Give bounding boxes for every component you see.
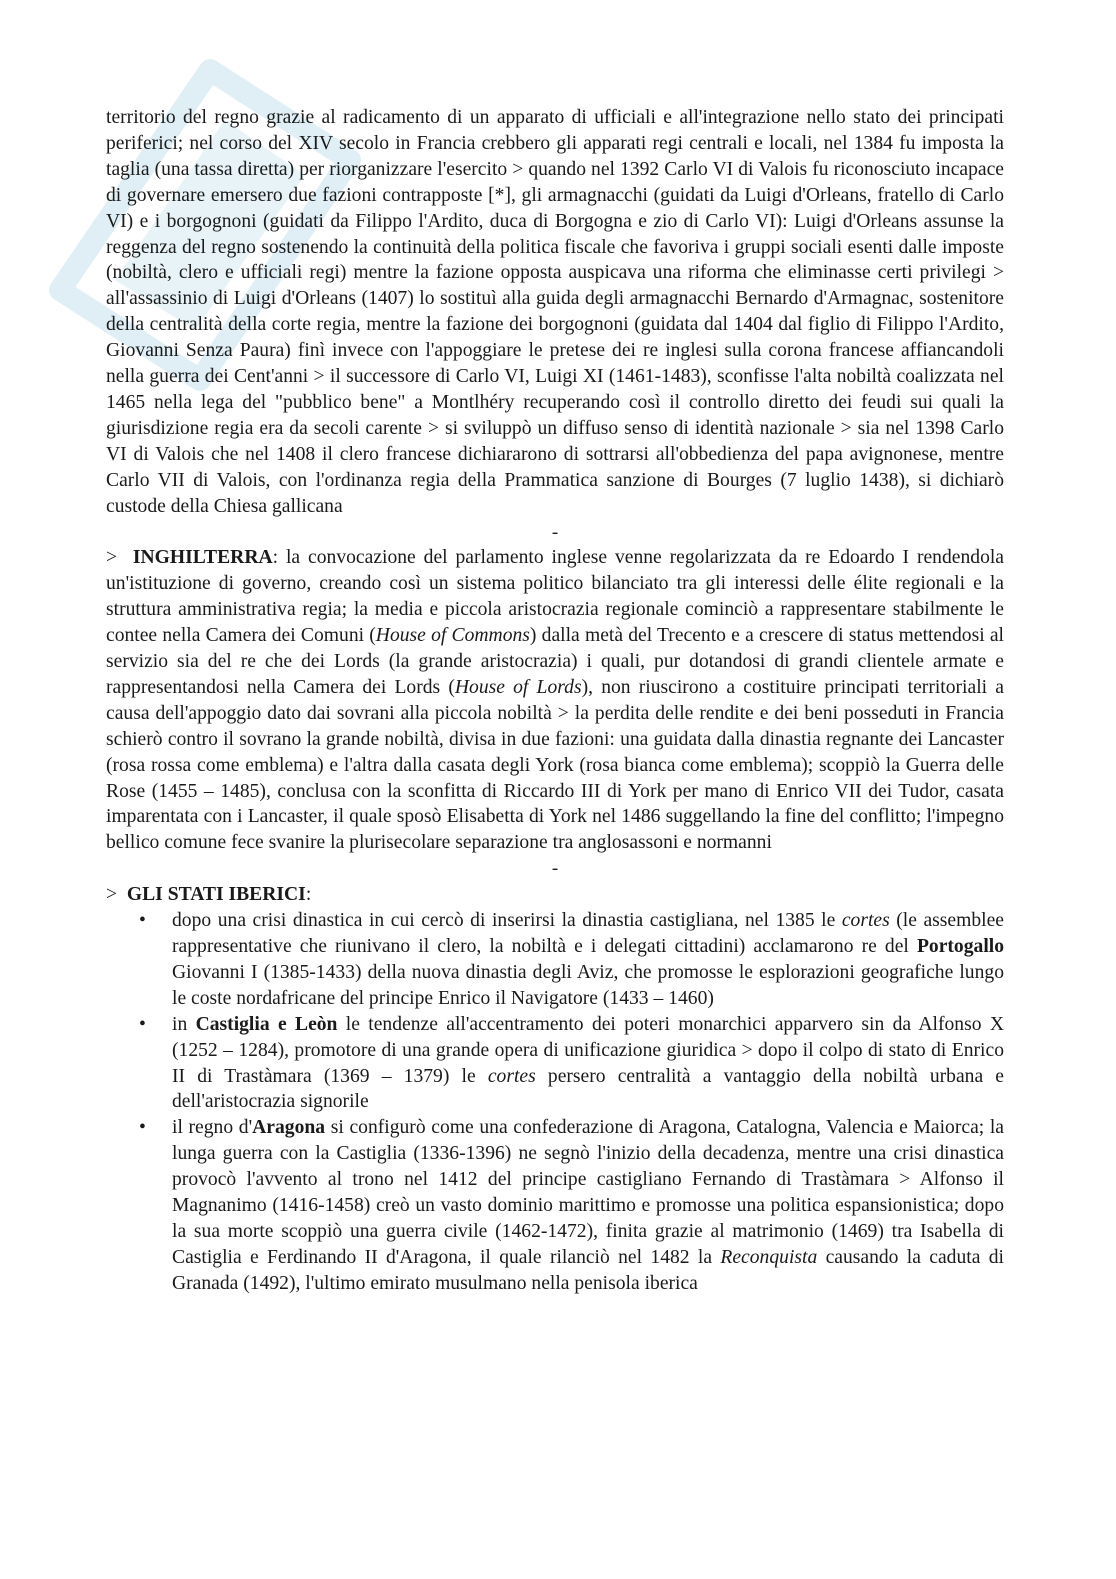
england-text-c: ), non riuscirono a costituire principati territoriali a causa dell'appoggio dato dai sovrani alla piccola nobiltà > la perdita delle rendite e dei beni posseduti in Francia schierò contro il sovrano la grande nobiltà, divisa in due fazioni: una guidata dalla dinastia regnante dei Lancaster (rosa rossa come emblema) e l'altra dalla casata degli York (rosa bianca come emblema); scoppiò la Guerra delle Rose (1455 – 1485), conclusa con la sconfitta di Riccardo III di York per mano di Enrico VII dei Tudor, casata imparentata con i Lancaster, il quale sposò Elisabetta di York nel 1486 suggellando la fine del conflitto; l'impegno bellico comune fece svanire la plurisecolare separazione tra anglosassoni e normanni xyxy=(106,676,1004,854)
england-text-a: : la convocazione del parlamento inglese venne regolarizzata da re Edoardo I rendendola un'istituzione di governo, creando così un sistema politico bilanciato tra gli interessi delle élite regionali e la struttura amministrativa regia; la media e piccola aristocrazia regionale cominciò a rappresentare stabilmente le contee nella Camera dei Comuni ( xyxy=(106,547,1005,647)
item-bold: Aragona xyxy=(252,1117,326,1139)
list-item-aragon xyxy=(106,1115,1004,1296)
iberia-heading: GLI STATI IBERICI xyxy=(126,884,306,906)
item-text: (le assemblee rappresentative che riunivano il clero, la nobiltà e i delegati cittadini) acclamarono re del xyxy=(172,910,1005,957)
bullet-icon: • xyxy=(139,1013,146,1035)
house-of-lords: House of Lords xyxy=(454,676,582,698)
arrow-marker: > xyxy=(106,547,118,569)
item-italic: cortes xyxy=(487,1065,536,1087)
england-text-b: ) dalla metà del Trecento e a crescere di status mettendosi al servizio sia del re che dei Lords (la grande aristocrazia) i quali, pur dotandosi di grandi clientele armate e rappresentandosi nella Camera dei Lords ( xyxy=(106,625,1004,698)
item-italic: Reconquista xyxy=(720,1246,818,1268)
item-text: persero centralità a vantaggio della nobiltà urbana e dell'aristocrazia signorile xyxy=(172,1065,1005,1113)
item-italic: cortes xyxy=(841,910,890,932)
item-text: dopo una crisi dinastica in cui cercò di inserirsi la dinastia castigliana, nel 1385 le xyxy=(172,910,842,932)
item-text: in xyxy=(172,1013,196,1035)
list-item-castile xyxy=(106,1012,1004,1116)
item-text: si configurò come una confederazione di Aragona, Catalogna, Valencia e Maiorca; la lunga guerra con la Castiglia (1336-1396) ne segnò l'inizio della decadenza, mentre una crisi dinastica provocò l'avvento al trono nel 1412 del principe castigliano Fernando di Trastàmara > Alfonso il Magnanimo (1416-1458) creò un vasto dominio marittimo e promosse una politica espansionistica; dopo la sua morte scoppiò una guerra civile (1462-1472), finita grazie al matrimonio (1469) tra Isabella di Castiglia e Ferdinando II d'Aragona, il quale rilanciò nel 1482 la xyxy=(172,1117,1004,1268)
item-text: Giovanni I (1385-1433) della nuova dinastia degli Aviz, che promosse le esplorazioni geografiche lungo le coste nordafricane del principe Enrico il Navigatore (1433 – 1460) xyxy=(172,961,1004,1009)
england-heading: INGHILTERRA xyxy=(132,547,273,569)
section-separator: - xyxy=(551,521,559,543)
document-page xyxy=(106,105,1004,1297)
house-of-commons: House of Commons xyxy=(375,625,530,647)
arrow-marker: > xyxy=(106,884,118,906)
iberia-colon: : xyxy=(305,884,312,906)
bullet-icon: • xyxy=(139,1117,146,1139)
bullet-icon: • xyxy=(139,910,146,932)
item-text: il regno d' xyxy=(172,1117,253,1139)
iberia-heading-line xyxy=(106,882,1004,908)
item-text: le tendenze all'accentramento dei poteri monarchici apparvero sin da Alfonso X (1252 – 1284), promotore di una grande opera di unificazione giuridica > dopo il colpo di stato di Enrico II di Trastàmara (1369 – 1379) le xyxy=(172,1013,1005,1087)
iberia-list xyxy=(106,908,1004,1297)
list-item-portugal xyxy=(106,908,1004,1012)
item-bold: Castiglia e Leòn xyxy=(195,1013,338,1035)
item-bold: Portogallo xyxy=(916,935,1004,957)
section-separator: - xyxy=(551,858,559,880)
england-paragraph xyxy=(106,545,1004,856)
intro-paragraph: territorio del regno grazie al radicamento di un apparato di ufficiali e all'integrazione nello stato dei principati periferici; nel corso del XIV secolo in Francia crebbero gli apparati regi centrali e locali, nel 1384 fu imposta la taglia (una tassa diretta) per riorganizzare l'esercito > quando nel 1392 Carlo VI di Valois fu riconosciuto incapace di governare emersero due fazioni contrapposte [*], gli armagnacchi (guidati da Luigi d'Orleans, fratello di Carlo VI) e i borgognoni (guidati da Filippo l'Ardito, duca di Borgogna e zio di Carlo VI): Luigi d'Orleans assunse la reggenza del regno sostenendo la continuità della politica fiscale che favoriva i gruppi sociali esenti dalle imposte (nobiltà, clero e ufficiali regi) mentre la fazione opposta auspicava una riforma che eliminasse certi privilegi > all'assassinio di Luigi d'Orleans (1407) lo sostituì alla guida degli armagnacchi Bernardo d'Armagnac, sostenitore della centralità della corte regia, mentre la fazione dei borgognoni (guidata dal 1404 dal figlio di Filippo l'Ardito, Giovanni Senza Paura) finì invece con l'appoggiare le pretese dei re inglesi sulla corona francese affiancandoli nella guerra dei Cent'anni > il successore di Carlo VI, Luigi XI (1461-1483), sconfisse l'alta nobiltà coalizzata nel 1465 nella lega del "pubblico bene" a Montlhéry recuperando così il controllo diretto dei feudi sui quali la giurisdizione regia era da secoli carente > si sviluppò un diffuso senso di identità nazionale > sia nel 1398 Carlo VI di Valois che nel 1408 il clero francese dichiararono di sottrarsi all'obbedienza del papa avignonese, mentre Carlo VII di Valois, con l'ordinanza regia della Prammatica sanzione di Bourges (7 luglio 1438), si dichiarò custode della Chiesa gallicana xyxy=(106,107,1004,517)
item-text: causando la caduta di Granada (1492), l'ultimo emirato musulmano nella penisola iberica xyxy=(172,1246,1004,1294)
